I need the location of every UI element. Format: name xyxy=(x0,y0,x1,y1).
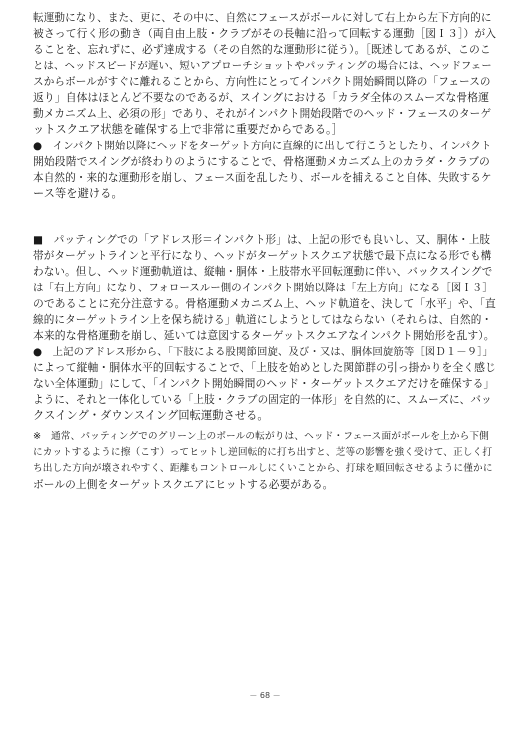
note-line: にカットするように擦（こす）ってヒットし逆回転的に打ち出すと、芝等の影響を強く受けて、正しく打 xyxy=(33,447,493,458)
paragraph-line: わない。但し、ヘッド運動軌道は、縦軸・胴体・上肢帯水平回転運動に伴い、バックスイングで xyxy=(33,266,493,278)
paragraph-line: ることを、忘れずに、必ず達成する（その自然的な運動形に従う）。［既述してあるが、このこ xyxy=(33,43,491,56)
paragraph-line: 帯がターゲットラインと平行になり、ヘッドがターゲットスクエア状態で最下点になる形でも構 xyxy=(33,250,492,262)
paragraph-line: ース等を避ける。 xyxy=(33,187,123,200)
paragraph-line: のであることに充分注意する。骨格運動メカニズム上、ヘッド軌道を、決して「水平」や、「直 xyxy=(33,297,496,310)
paragraph-line: クスイング・ダウンスイング回転運動させる。 xyxy=(33,409,269,422)
paragraph-line: ● インパクト開始以降にヘッドをターゲット方向に直線的に出して行こうとしたり、インパクト xyxy=(33,140,492,152)
paragraph-line: ットスクエア状態を確保する上で非常に重要だからである。］ xyxy=(33,123,344,136)
paragraph-line: ない全体運動」にして、「インパクト開始瞬間のヘッド・ターゲットスクエアだけを確保する」 xyxy=(33,377,495,390)
paragraph-line: スからボールがすぐに離れることから、方向性にとってインパクト開始瞬間以降の「フェースの xyxy=(33,76,491,88)
paragraph-line: 本来的な骨格運動を崩し、延いては意図するターゲットスクエアなインパクト開始形を乱す）。 xyxy=(33,329,495,342)
page-number: － 68 － xyxy=(249,691,281,700)
paragraph-line: によって縦軸・胴体水平的回転することで、「上肢を始めとした関節群の引っ掛かりを全く感じ xyxy=(33,361,496,374)
paragraph-line: 転運動になり、また、更に、その中に、自然にフェースがボールに対して右上から左下方向的に xyxy=(33,12,492,24)
paragraph-line: とは、ヘッドスピードが遅い、短いアプローチショットやパッティングの場合には、ヘッドフェー xyxy=(33,60,492,72)
paragraph-line: 被さって行く形の動き（両自由上肢・クラブがその長軸に沿って回転する運動［図Ｉ３］）が入 xyxy=(33,27,497,40)
paragraph-line: ■ パッティングでの「アドレス形＝インパクト形」は、上記の形でも良いし、又、胴体・上肢 xyxy=(33,234,491,246)
paragraph-line: 本自然的・来的な運動形を崩し、フェース面を乱したり、ボールを捕えること自体、失敗するケ xyxy=(33,172,492,184)
note-line: ※ 通常、パッティングでのグリーン上のボールの転がりは、ヘッド・フェース面がボールを上から下側 xyxy=(33,431,489,442)
paragraph-line: ● 上記のアドレス形から、「下肢による股関節回旋、及び・又は、胴体回旋筋等［図Ｄ１－９］」 xyxy=(33,346,494,358)
paragraph-line: 線的にターゲットライン上を保ち続ける」軌道にしようとしてはならない（それらは、自然的・ xyxy=(33,314,493,326)
paragraph-line: 開始段階でスイングが終わりのようにすることで、骨格運動メカニズム上のカラダ・クラブの xyxy=(33,155,490,168)
paragraph-line: は「右上方向」になり、フォロースルー側のインパクト開始以降は「左上方向」になる［図Ｉ３］ xyxy=(33,282,493,294)
paragraph-line: ように、それと一体化している「上肢・クラブの固定的一体形」を自然的に、スムーズに、バッ xyxy=(33,394,492,406)
paragraph-line: 返り」自体はほとんど不要なのであるが、スイングにおける「カラダ全体のスムーズな骨格運 xyxy=(33,91,490,104)
paragraph-line: 動メカニズム上、必須の形」であり、それがインパクト開始段階でのヘッド・フェースのターゲ xyxy=(33,108,492,120)
note-line: ボールの上側をターゲットスクエアにヒットする必要がある。 xyxy=(33,478,334,491)
note-line: ち出した方向が壊されやすく、距離もコントロールしにくいことから、打球を順回転させるように僅かに xyxy=(33,463,493,474)
